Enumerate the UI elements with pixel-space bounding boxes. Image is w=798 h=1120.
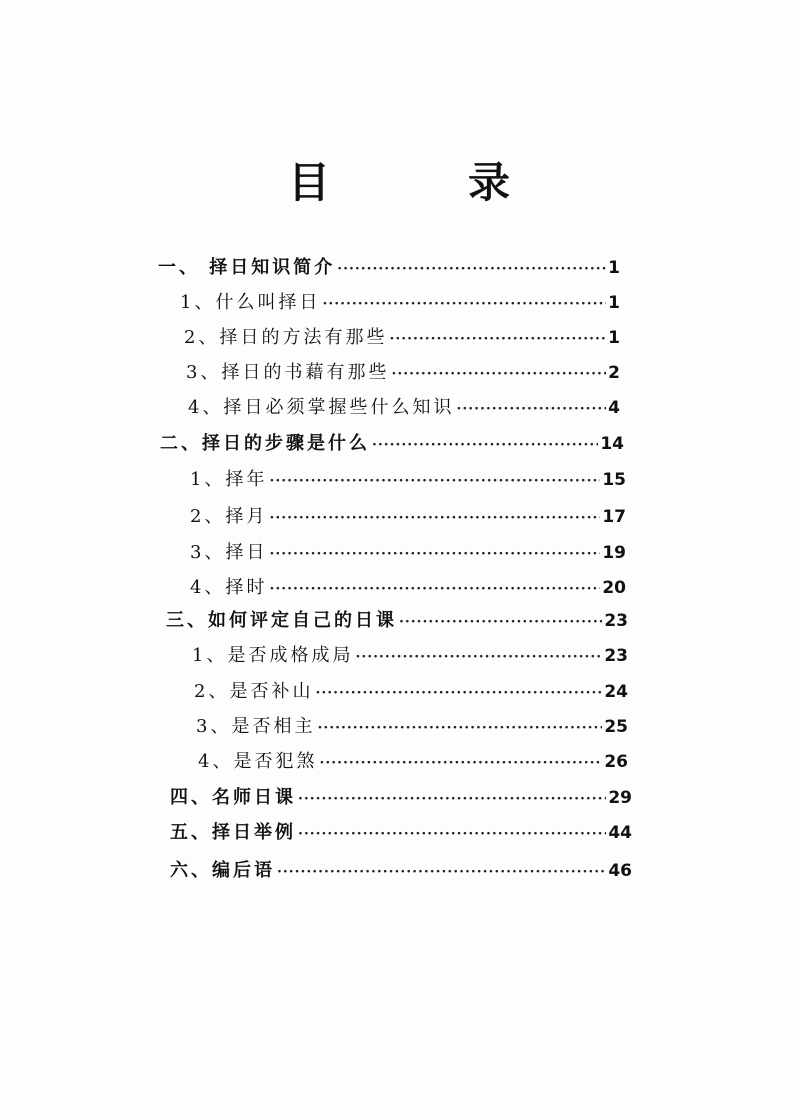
- dot-leader: [391, 361, 606, 386]
- toc-entry-label: 4、是否犯煞: [198, 751, 318, 772]
- toc-entry-page: 17: [602, 507, 626, 527]
- toc-entry-page: 26: [604, 752, 628, 772]
- toc-entry-label: 1、择年: [190, 469, 268, 490]
- toc-entry: [190, 505, 626, 530]
- toc-entry-page: 19: [602, 543, 626, 563]
- toc-entry: [190, 541, 626, 566]
- toc-entry: [160, 432, 624, 457]
- dot-leader: [456, 396, 606, 421]
- page-title: 目 录: [287, 158, 558, 207]
- toc-entry: [194, 680, 628, 705]
- toc-entry-page: 25: [604, 717, 628, 737]
- toc-entry: [198, 750, 628, 775]
- toc-entry: [180, 291, 620, 316]
- toc-entry-label: 四、名师日课: [170, 787, 296, 808]
- toc-entry: [170, 786, 632, 811]
- toc-entry-label: 3、是否相主: [196, 716, 316, 737]
- toc-entry: [166, 609, 628, 634]
- toc-entry-page: 23: [604, 611, 628, 631]
- toc-entry: [192, 644, 628, 669]
- toc-entry-label: 4、择日必须掌握些什么知识: [188, 397, 455, 418]
- dot-leader: [298, 786, 606, 811]
- toc-entry-label: 2、择日的方法有那些: [184, 327, 388, 348]
- dot-leader: [277, 859, 606, 884]
- toc-entry: [186, 361, 620, 386]
- toc-entry-page: 14: [600, 434, 624, 454]
- toc-entry: [184, 326, 620, 351]
- toc-entry: [170, 821, 632, 846]
- toc-entry-label: 3、择日的书藉有那些: [186, 362, 390, 383]
- dot-leader: [399, 609, 602, 634]
- toc-entry-page: 1: [608, 293, 620, 313]
- dot-leader: [372, 432, 598, 457]
- toc-entry-label: 五、择日举例: [170, 822, 296, 843]
- toc-entry-page: 24: [604, 682, 628, 702]
- toc-entry-label: 1、什么叫择日: [180, 292, 321, 313]
- toc-entry-label: 3、择日: [190, 542, 268, 563]
- dot-leader: [322, 291, 606, 316]
- dot-leader: [317, 715, 602, 740]
- toc-entry: [190, 468, 626, 493]
- dot-leader: [315, 680, 602, 705]
- toc-entry-label: 二、择日的步骤是什么: [160, 433, 370, 454]
- dot-leader: [269, 505, 600, 530]
- dot-leader: [355, 644, 602, 669]
- toc-entry: [196, 715, 628, 740]
- dot-leader: [298, 821, 606, 846]
- toc-entry-label: 4、择时: [190, 577, 268, 598]
- toc-entry-label: 一、 择日知识简介: [158, 257, 336, 278]
- toc-entry: [170, 859, 632, 884]
- toc-entry-page: 1: [608, 328, 620, 348]
- toc-entry-page: 44: [608, 823, 632, 843]
- toc-entry-page: 2: [608, 363, 620, 383]
- toc-entry-page: 4: [608, 398, 620, 418]
- toc-entry-page: 29: [608, 788, 632, 808]
- dot-leader: [269, 468, 600, 493]
- toc-entry-label: 六、编后语: [170, 860, 275, 881]
- toc-entry-page: 23: [604, 646, 628, 666]
- dot-leader: [337, 256, 606, 281]
- dot-leader: [269, 576, 600, 601]
- toc-entry-label: 三、如何评定自己的日课: [166, 610, 397, 631]
- toc-entry-label: 2、择月: [190, 506, 268, 527]
- dot-leader: [319, 750, 602, 775]
- toc-entry-page: 46: [608, 861, 632, 881]
- toc-entry: [158, 256, 620, 281]
- toc-entry-page: 15: [602, 470, 626, 490]
- toc-entry-label: 1、是否成格成局: [192, 645, 354, 666]
- toc-entry-page: 20: [602, 578, 626, 598]
- toc-entry-page: 1: [608, 258, 620, 278]
- dot-leader: [389, 326, 606, 351]
- dot-leader: [269, 541, 600, 566]
- toc-entry: [190, 576, 626, 601]
- toc-entry-label: 2、是否补山: [194, 681, 314, 702]
- toc-entry: [188, 396, 620, 421]
